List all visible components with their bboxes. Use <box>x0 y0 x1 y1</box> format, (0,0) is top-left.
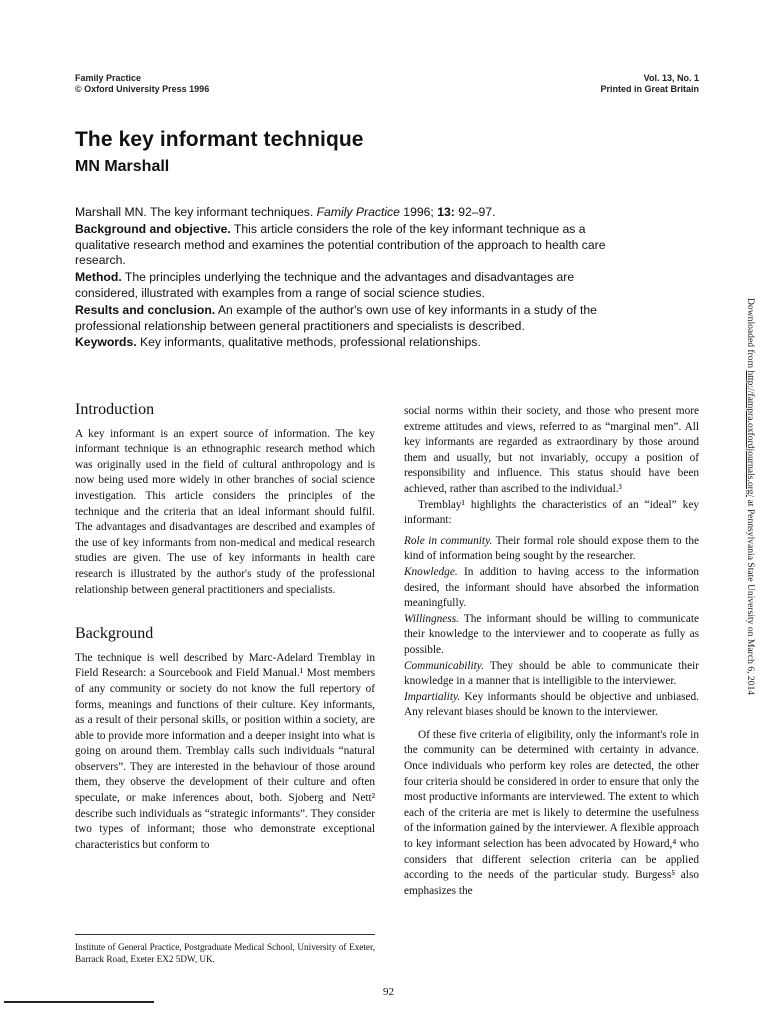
abstract-results-text: An example of the author's own use of key informants in a study of the professional relationship between general practitioners and specialists is described. <box>75 302 597 333</box>
criterion-knowledge <box>404 565 699 612</box>
volume-line: Vol. 13, No. 1 <box>643 73 699 83</box>
right-paragraph-1: social norms within their society, and those who present more extreme attitudes and views, referred to as “marginal men”. All key informants are regarded as extraordinary by those around them and usually, but not invariably, occupy a position of responsibility and influence. This status should have been achieved, rather than ascribed to the individual.³ <box>404 405 699 495</box>
criterion-knowledge-label: Knowledge. <box>404 565 458 578</box>
abstract-results <box>75 303 630 335</box>
criterion-impartiality-label: Impartiality. <box>404 690 461 703</box>
criterion-willingness <box>404 612 699 659</box>
abstract-results-label: Results and conclusion. <box>75 302 216 317</box>
journal-header <box>75 73 209 95</box>
citation-volume: 13: <box>437 205 455 219</box>
introduction-heading: Introduction <box>75 401 155 418</box>
journal-name: Family Practice <box>75 73 142 83</box>
criterion-communicability-label: Communicability. <box>404 659 485 672</box>
download-notice-prefix: Downloaded from <box>745 298 756 371</box>
abstract-method-label: Method. <box>75 270 122 285</box>
right-paragraph-2: Tremblay¹ highlights the characteristics of an “ideal” key informant: <box>404 498 699 527</box>
left-column <box>75 402 375 853</box>
abstract <box>75 205 630 352</box>
abstract-background <box>75 222 630 269</box>
printed-line: Printed in Great Britain <box>600 84 699 94</box>
affiliation-footnote: Institute of General Practice, Postgraduate Medical School, University of Exeter, Barrack Road, Exeter EX2 5DW, UK. <box>75 942 375 964</box>
background-paragraph: The technique is well described by Marc-Adelard Tremblay in Field Research: a Sourcebook and Field Manual.¹ Most members of any community or society do not know the full repertory of forms, meanings and functions of their culture. Key informants, as a result of their personal skills, or position within a society, are able to provide more information and a deeper insight into what is going on around them. Tremblay calls such individuals “natural observers”. They are interested in the behaviour of those around them, they observe the development of their culture and often speculate, or make inferences about, both. Sjoberg and Nett² describe such individuals as “strategic informants”. They consider two types of informant; those who demonstrate exceptional characteristics but conform to <box>75 651 375 851</box>
criterion-impartiality <box>404 690 699 721</box>
abstract-method <box>75 270 630 302</box>
citation-year: 1996; <box>399 205 438 219</box>
abstract-keywords <box>75 335 630 351</box>
page-number: 92 <box>383 986 394 998</box>
citation <box>75 205 630 221</box>
citation-pages: 92–97. <box>454 205 496 219</box>
abstract-background-label: Background and objective. <box>75 221 231 236</box>
criterion-willingness-label: Willingness. <box>404 612 459 625</box>
download-notice-suffix: at Pennsylvania State University on March 6, 2014 <box>745 497 756 696</box>
criterion-willingness-text: The informant should be willing to communicate their knowledge to the interviewer and to cooperate as fully as possible. <box>404 612 699 656</box>
scan-artifact-line <box>4 1001 154 1003</box>
citation-text: Marshall MN. The key informant techniques. <box>75 205 317 219</box>
abstract-background-text: This article considers the role of the key informant technique as a qualitative research method and examines the potential contribution of the approach to health care research. <box>75 221 606 268</box>
issue-header <box>600 73 699 95</box>
criterion-role-text: Their formal role should expose them to the kind of information being sought by the researcher. <box>404 534 699 563</box>
criterion-knowledge-text: In addition to having access to the information desired, the informant should have absorbed the information meaningfully. <box>404 565 699 610</box>
citation-journal: Family Practice <box>316 205 400 219</box>
introduction-paragraph: A key informant is an expert source of information. The key informant technique is an ethnographic research method which was originally used in the field of cultural anthropology and is now being used more widely in other branches of social science investigation. This article considers the principles of the technique and the criteria that an ideal informant should fulfil. The advantages and disadvantages are described and examples of the use of key informants from non-medical and medical research studies are given. The use of key informants in health care research is illustrated by the author's study of the professional relationship between general practitioners and specialists. <box>75 427 375 596</box>
right-paragraph-3: Of these five criteria of eligibility, only the informant's role in the community can be determined with certainty in advance. Once individuals who perform key roles are detected, the other four criteria should be considered in order to ensure that only the most productive informants are interviewed. The extent to which each of the criteria are met is likely to determine the usefulness of the information gained by the interviewer. A flexible approach to key informant selection has been advocated by Howard,⁴ who considers that different selection criteria can be applied according to the needs of the particular study. Burgess⁵ also emphasizes the <box>404 728 699 897</box>
download-notice <box>745 298 756 695</box>
article-author: MN Marshall <box>75 158 170 175</box>
download-notice-link[interactable]: http://fampra.oxfordjournals.org/ <box>745 370 756 498</box>
criterion-impartiality-text: Key informants should be objective and unbiased. Any relevant biases should be known to the interviewer. <box>404 690 699 719</box>
abstract-method-text: The principles underlying the technique and the advantages and disadvantages are considered, illustrated with examples from a range of social science studies. <box>75 270 575 300</box>
footnote-rule <box>75 934 375 935</box>
background-heading: Background <box>75 625 154 643</box>
copyright-line: © Oxford University Press 1996 <box>75 84 210 94</box>
criterion-communicability <box>404 659 699 690</box>
criterion-communicability-text: They should be able to communicate their knowledge in a manner that is intelligible to the interviewer. <box>404 659 699 688</box>
abstract-keywords-label: Keywords. <box>75 335 137 350</box>
right-column <box>404 404 699 899</box>
abstract-keywords-text: Key informants, qualitative methods, professional relationships. <box>136 335 481 350</box>
criterion-role-label: Role in community. <box>404 534 493 547</box>
article-title: The key informant technique <box>75 128 364 151</box>
criterion-role <box>404 534 699 565</box>
